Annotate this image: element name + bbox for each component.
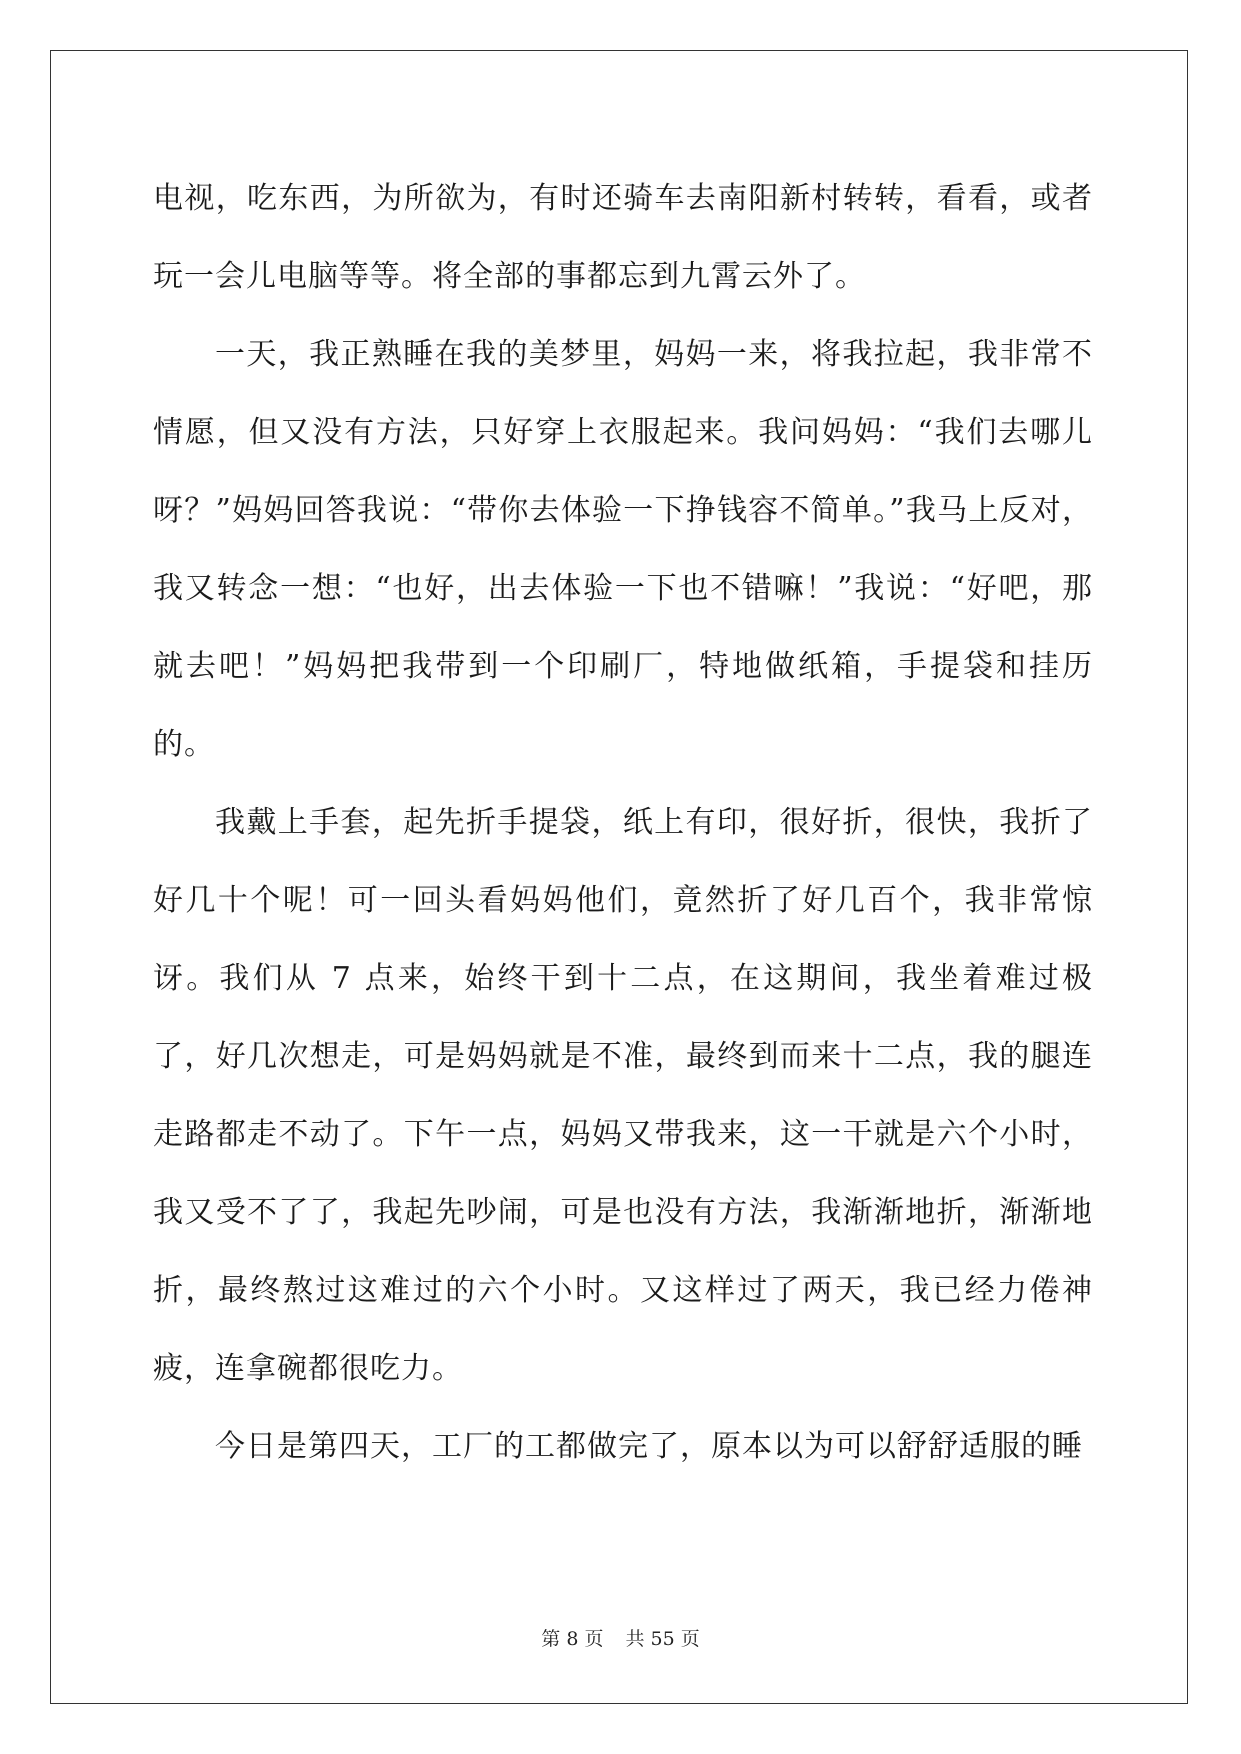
paragraph-2: 一天，我正熟睡在我的美梦里，妈妈一来，将我拉起，我非常不情愿，但又没有方法，只好穿上衣服起来。我问妈妈：“我们去哪儿呀？”妈妈回答我说：“带你去体验一下挣钱容不简单。”我马上反对，我又转念一想：“也好，出去体验一下也不错嘛！”我说：“好吧，那就去吧！”妈妈把我带到一个印刷厂，特地做纸箱，手提袋和挂历的。 <box>153 337 1093 762</box>
page-total: 共 55 页 <box>625 1628 700 1650</box>
paragraph-4: 今日是第四天，工厂的工都做完了，原本以为可以舒舒适服的睡 <box>215 1429 1083 1464</box>
paragraph-1: 电视，吃东西，为所欲为，有时还骑车去南阳新村转转，看看，或者玩一会儿电脑等等。将全部的事都忘到九霄云外了。 <box>153 181 1093 294</box>
page-number: 第 8 页 <box>541 1628 604 1650</box>
document-body <box>153 160 1093 1486</box>
paragraph-3: 我戴上手套，起先折手提袋，纸上有印，很好折，很快，我折了好几十个呢！可一回头看妈妈他们，竟然折了好几百个，我非常惊讶。我们从 7 点来，始终干到十二点，在这期间，我坐着难过极了，好几次想走，可是妈妈就是不准，最终到而来十二点，我的腿连走路都走不动了。下午一点，妈妈又带我来，这一干就是六个小时，我又受不了了，我起先吵闹，可是也没有方法，我渐渐地折，渐渐地折，最终熬过这难过的六个小时。又这样过了两天，我已经力倦神疲，连拿碗都很吃力。 <box>153 805 1093 1386</box>
page-footer <box>0 1624 1241 1651</box>
